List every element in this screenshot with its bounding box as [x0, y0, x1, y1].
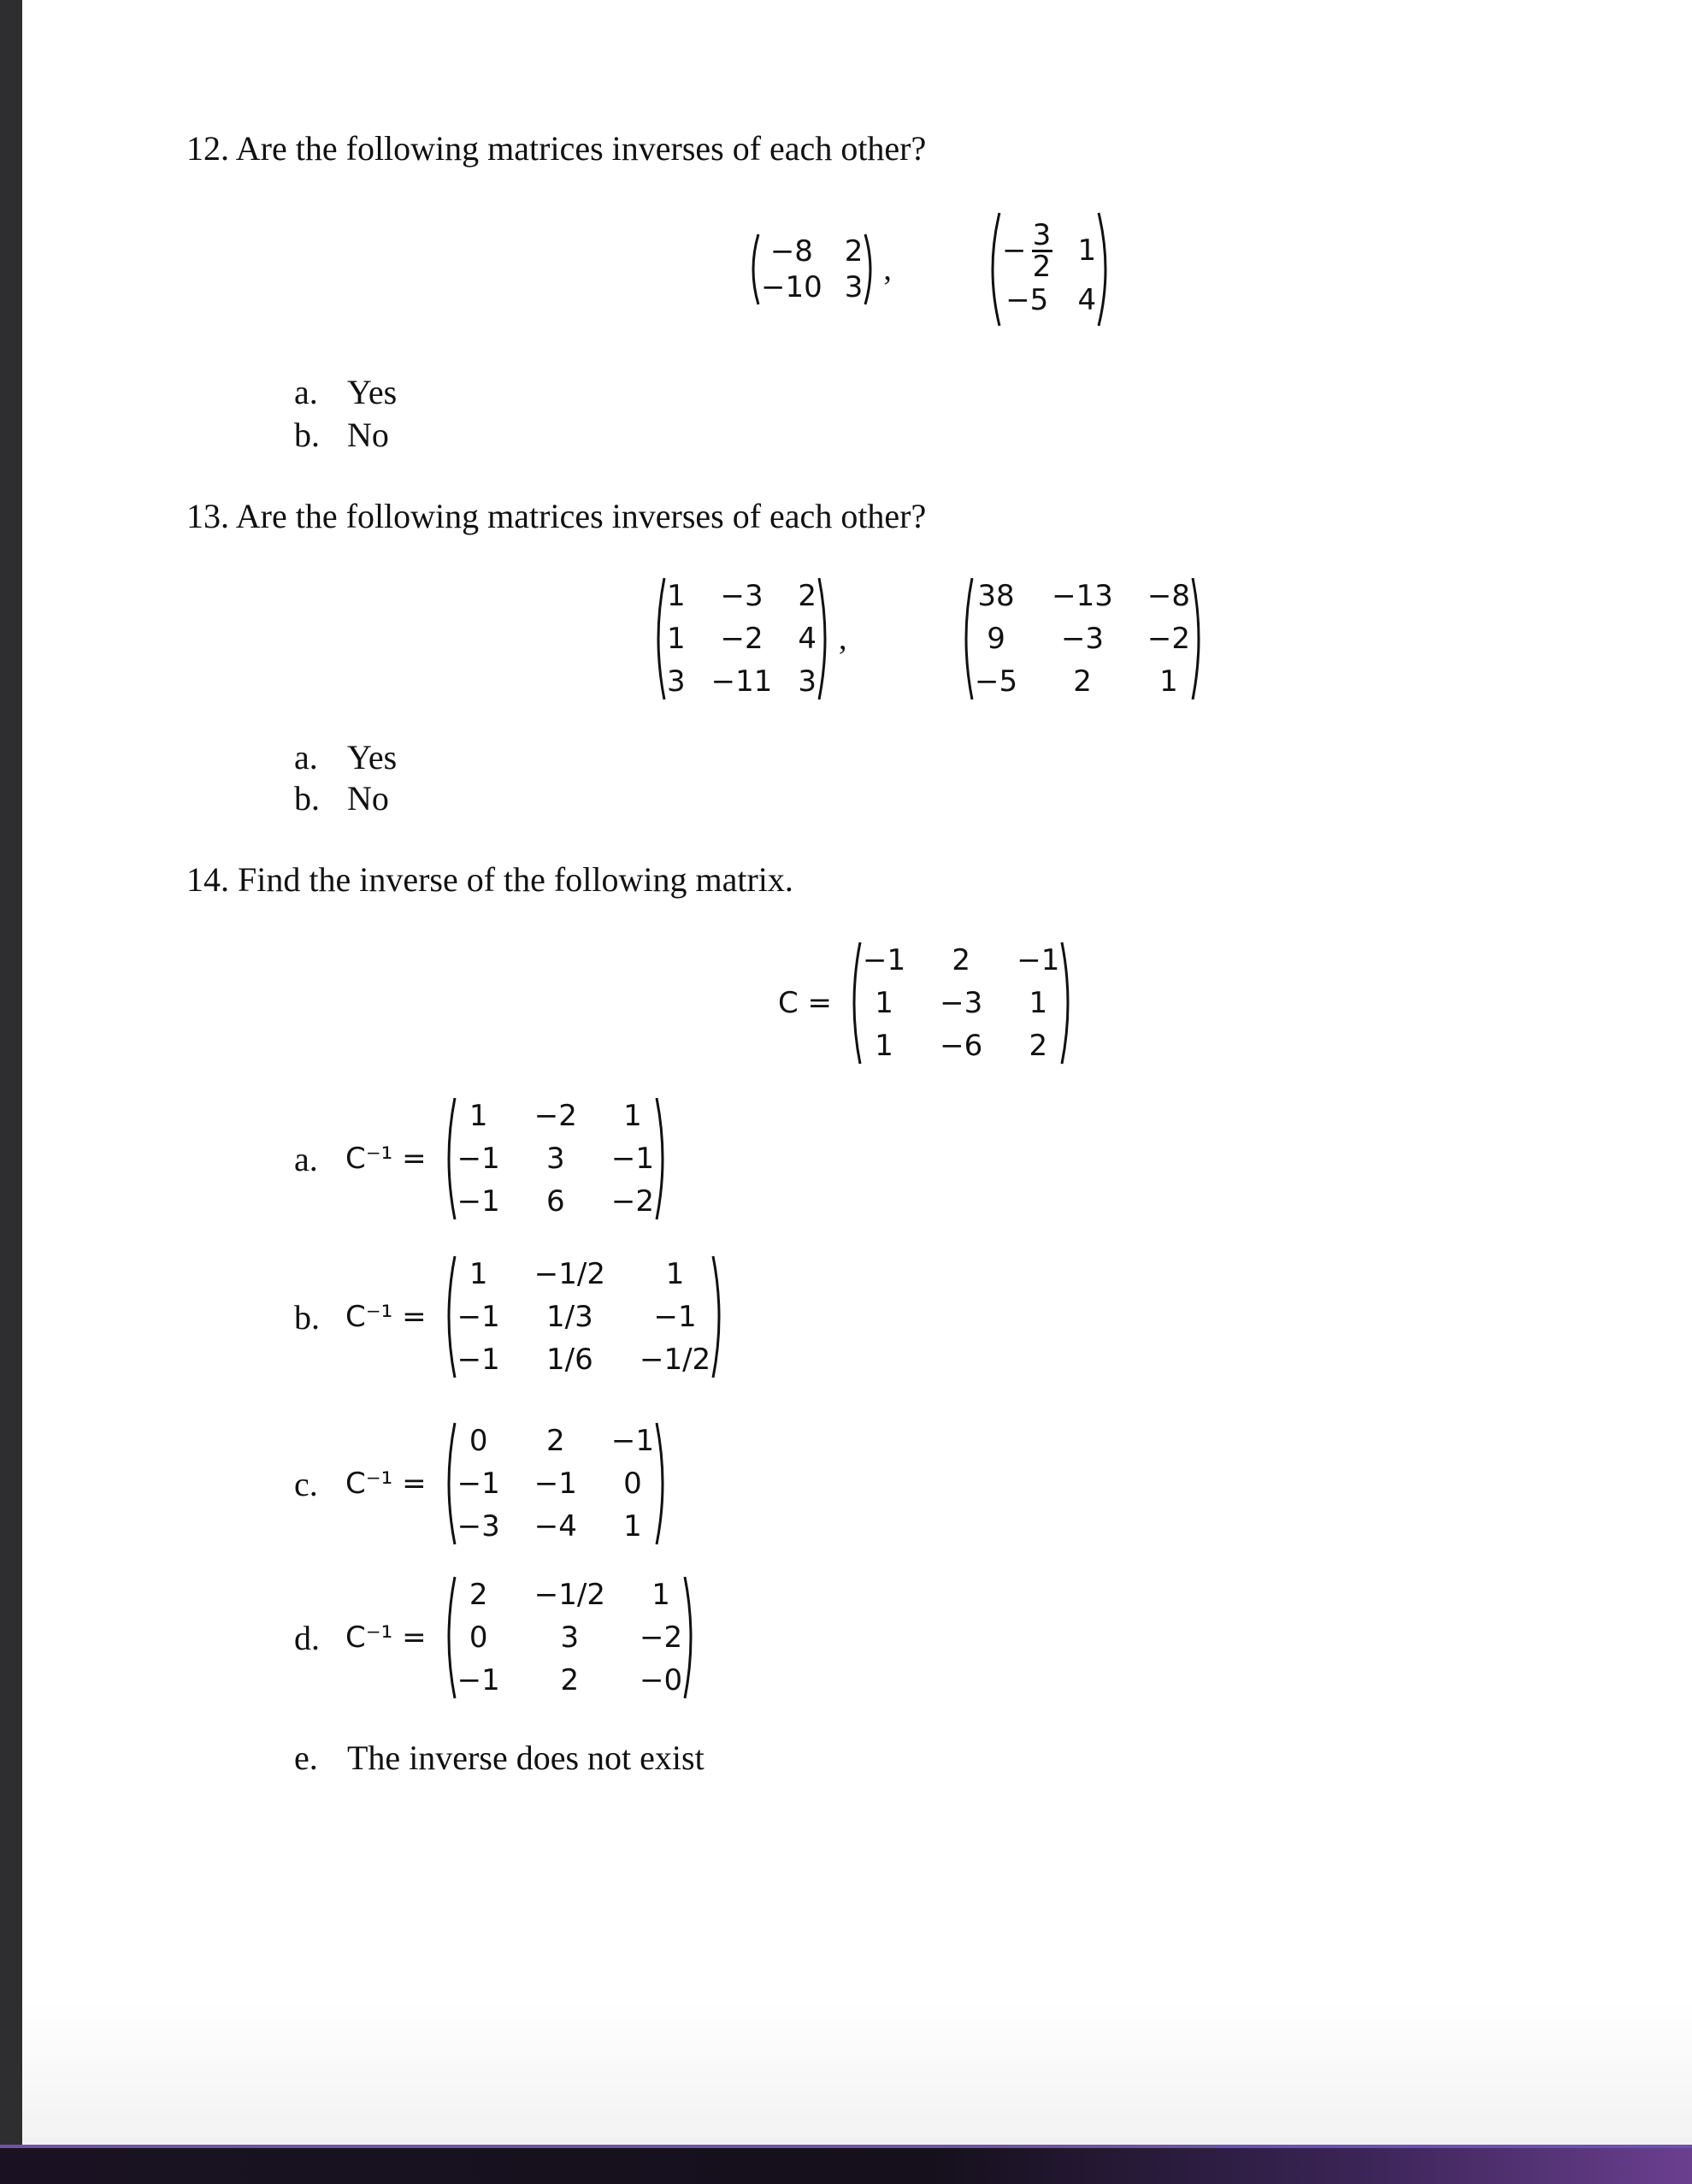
option-a-cell: −1: [457, 1142, 500, 1176]
q13-a-cell: 2: [798, 579, 817, 613]
option-b-cell: 1/6: [546, 1343, 593, 1377]
option-a-cell: 6: [545, 1184, 565, 1219]
option-a-cell: 1: [623, 1099, 642, 1133]
right-paren: [863, 231, 878, 308]
q13-b-cell: 1: [1159, 664, 1178, 699]
q12-option-a[interactable]: a. Yes: [294, 373, 398, 411]
c-cell: 1: [875, 986, 893, 1020]
option-b-cell: 1: [469, 1257, 488, 1291]
c-cell: −1: [863, 943, 906, 977]
right-paren: [710, 1253, 728, 1381]
q14-option-e[interactable]: e. The inverse does not exist: [294, 1738, 705, 1777]
option-c-cell: −1: [534, 1467, 577, 1501]
option-d-cell: −0: [639, 1663, 683, 1697]
comma: ,: [839, 621, 847, 657]
c-cell: 1: [1029, 986, 1048, 1020]
inverse-label: C⁻¹ =: [345, 1300, 427, 1334]
left-paren: [440, 1095, 457, 1223]
right-paren: [1190, 575, 1207, 703]
q14-option-a[interactable]: a. C⁻¹ = 1 −2 1 −1 3 −1 −1 6 −2: [294, 1095, 671, 1223]
q12-b-cell: − $\frac{3}{2}$: [1002, 217, 1052, 284]
c-cell: 2: [1029, 1029, 1048, 1063]
document-page: [22, 0, 1692, 2145]
inverse-label: C⁻¹ =: [345, 1142, 427, 1176]
option-c-cell: 2: [545, 1424, 565, 1458]
comma: ,: [883, 251, 892, 287]
right-paren: [1096, 210, 1115, 329]
q13-a-cell: −11: [710, 664, 773, 699]
q12-a-cell: 3: [844, 270, 864, 304]
left-paren: [746, 231, 761, 308]
c-cell: 1: [875, 1029, 893, 1063]
option-a-cell: −1: [610, 1142, 654, 1176]
option-d-cell: 2: [560, 1663, 580, 1697]
q13-b-cell: −13: [1052, 579, 1113, 613]
option-d-cell: 2: [469, 1578, 488, 1612]
q12-a-cell: −8: [769, 234, 813, 269]
page-bottom-shade: [22, 2001, 1692, 2145]
option-c-cell: −4: [534, 1509, 577, 1544]
right-paren: [654, 1420, 671, 1548]
q12-b-cell: 4: [1077, 282, 1097, 317]
option-b-cell: −1: [457, 1300, 500, 1334]
option-b-cell: −1/2: [534, 1257, 605, 1291]
inverse-label: C⁻¹ =: [345, 1467, 427, 1501]
option-c-cell: −3: [457, 1509, 500, 1544]
matrix-c-label: C =: [778, 986, 833, 1020]
option-d-cell: −2: [639, 1620, 683, 1655]
taskbar: [0, 2145, 1692, 2184]
q13-a-cell: −3: [720, 579, 763, 613]
right-paren: [654, 1095, 671, 1223]
c-cell: −3: [940, 986, 983, 1020]
q12-matrix-b: [983, 210, 1115, 329]
q13-b-cell: 9: [987, 622, 1005, 656]
option-a-cell: −2: [610, 1184, 654, 1219]
q12-option-b[interactable]: b. No: [294, 416, 389, 454]
option-a-cell: 3: [545, 1142, 565, 1176]
option-b-cell: 1/3: [546, 1300, 593, 1334]
left-paren: [440, 1573, 457, 1702]
question-13-text: 13. Are the following matrices inverses of each other?: [186, 497, 927, 535]
option-b-cell: −1: [457, 1343, 500, 1377]
left-paren: [440, 1253, 457, 1381]
q12-b-cell: −5: [1005, 282, 1049, 317]
c-cell: −6: [940, 1029, 983, 1063]
q12-a-cell: 2: [844, 234, 864, 269]
q14-option-c[interactable]: c. C⁻¹ = 0 2 −1 −1 −1 0 −3 −4 1: [294, 1420, 671, 1548]
right-paren: [1059, 939, 1076, 1067]
option-d-cell: 3: [560, 1620, 580, 1655]
option-a-cell: −2: [534, 1099, 577, 1133]
q13-b-cell: −5: [975, 664, 1018, 699]
inverse-label: C⁻¹ =: [345, 1620, 427, 1655]
question-12-text: 12. Are the following matrices inverses of each other?: [186, 129, 927, 168]
fraction: $\frac{3}{2}$: [1032, 217, 1052, 284]
q13-b-cell: 38: [977, 579, 1015, 613]
left-edge-bar: [0, 0, 22, 2184]
q13-a-cell: 1: [667, 622, 686, 656]
option-a-cell: −1: [457, 1184, 500, 1219]
option-c-cell: 1: [623, 1509, 642, 1544]
left-paren: [958, 575, 975, 703]
option-d-cell: 1: [651, 1578, 670, 1612]
right-paren: [817, 575, 834, 703]
c-cell: 2: [952, 943, 971, 977]
option-c-cell: 0: [623, 1467, 642, 1501]
option-b-cell: −1: [653, 1300, 697, 1334]
option-c-cell: −1: [457, 1467, 500, 1501]
option-d-cell: −1/2: [534, 1578, 605, 1612]
q13-a-cell: 1: [667, 579, 686, 613]
q12-b-cell: 1: [1077, 233, 1097, 268]
option-b-cell: −1/2: [639, 1343, 711, 1377]
option-d-cell: 0: [469, 1620, 488, 1655]
q14-option-d[interactable]: d. C⁻¹ = 2 −1/2 1 0 3 −2 −1 2 −0: [294, 1573, 699, 1702]
question-14-text: 14. Find the inverse of the following matrix.: [186, 860, 793, 899]
option-c-cell: −1: [610, 1424, 654, 1458]
q13-a-cell: 3: [798, 664, 817, 699]
q13-a-cell: 3: [667, 664, 686, 699]
left-paren: [983, 210, 1002, 329]
q13-a-cell: 4: [798, 622, 817, 656]
q13-b-cell: −2: [1147, 622, 1191, 656]
q13-matrix-a: [650, 575, 847, 703]
option-b-cell: 1: [665, 1257, 685, 1291]
q12-matrix-a: [746, 231, 892, 308]
q13-matrix-b: [958, 575, 1207, 703]
option-c-cell: 0: [469, 1424, 488, 1458]
option-a-cell: 1: [469, 1099, 488, 1133]
q14-option-b[interactable]: b. C⁻¹ = 1 −1/2 1 −1 1/3 −1 −1 1/6 −1/2: [294, 1253, 728, 1381]
q12-a-cell: −10: [761, 270, 822, 304]
c-cell: −1: [1017, 943, 1060, 977]
left-paren: [440, 1420, 457, 1548]
left-paren: [650, 575, 667, 703]
q13-option-b[interactable]: b. No: [294, 779, 389, 818]
q13-b-cell: −3: [1060, 622, 1105, 656]
q14-matrix-c: [778, 939, 1076, 1067]
q13-b-cell: 2: [1073, 664, 1092, 699]
option-d-cell: −1: [457, 1663, 500, 1697]
left-paren: [846, 939, 863, 1067]
q13-a-cell: −2: [720, 622, 763, 656]
q13-b-cell: −8: [1147, 579, 1191, 613]
q13-option-a[interactable]: a. Yes: [294, 738, 398, 776]
right-paren: [682, 1573, 699, 1702]
